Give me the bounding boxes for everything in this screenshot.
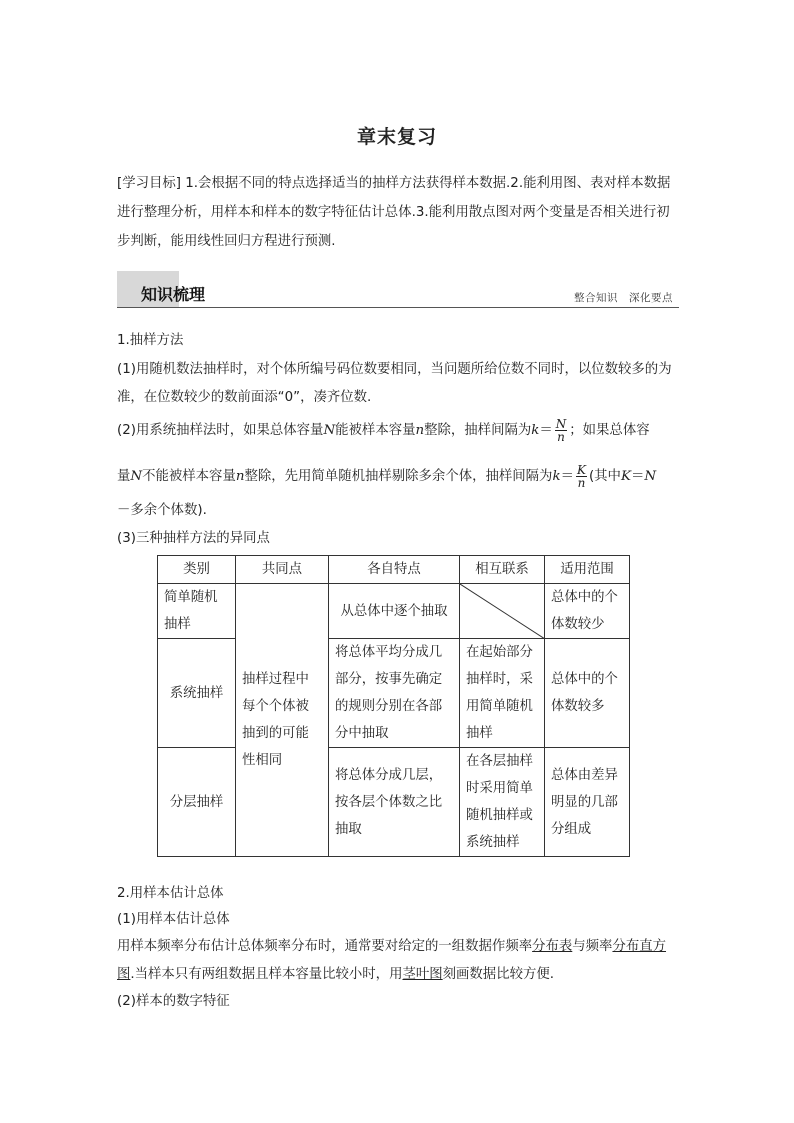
heading-estimate: 2.用样本估计总体 bbox=[117, 886, 224, 901]
table-cell-common: 抽样过程中每个个体被抽到的可能性相同 bbox=[236, 584, 329, 857]
table-cell-type: 系统抽样 bbox=[158, 639, 236, 748]
objectives-text: 1.会根据不同的特点选择适当的抽样方法获得样本数据.2.能利用图、表对样本数据进行整理分析，用样本和样本的数字特征估计总体.3.能利用散点图对两个变量是否相关进行初步判断，能用线性回归方程进行预测. bbox=[117, 176, 671, 249]
para-frequency: 用样本频率分布估计总体频率分布时，通常要对给定的一组数据作频率分布表与频率分布直方图.当样本只有两组数据且样本容量比较小时，用茎叶图刻画数据比较方便. bbox=[117, 939, 667, 982]
table-header: 各自特点 bbox=[329, 556, 460, 584]
table-cell-diagonal bbox=[460, 584, 545, 639]
table-cell-feature: 从总体中逐个抽取 bbox=[329, 584, 460, 639]
table-cell-scope: 总体中的个体数较少 bbox=[545, 584, 630, 639]
section-subtitle: 整合知识 深化要点 bbox=[574, 292, 673, 304]
sampling-comparison-table bbox=[157, 555, 630, 857]
para-systematic: (2)用系统抽样法时，如果总体容量N能被样本容量n整除，抽样间隔为k＝ $\frac{N}{n}$ ；如果总体容 bbox=[117, 416, 650, 444]
table-header-row bbox=[158, 556, 630, 584]
table-header: 适用范围 bbox=[545, 556, 630, 584]
table-cell-scope: 总体中的个体数较多 bbox=[545, 639, 630, 748]
var-n: n bbox=[415, 423, 425, 438]
table-cell-type: 分层抽样 bbox=[158, 748, 236, 857]
para-systematic-cont: 量N不能被样本容量n整除，先用简单随机抽样剔除多余个体，抽样间隔为k＝ $\frac{K}{n}$ (其中K＝N bbox=[117, 462, 657, 490]
subheading-numeric-features: (2)样本的数字特征 bbox=[117, 994, 230, 1009]
section-divider bbox=[117, 307, 679, 308]
table-cell-feature: 将总体平均分成几部分，按事先确定的规则分别在各部分中抽取 bbox=[329, 639, 460, 748]
underline-histogram: 分布直方图 bbox=[117, 939, 667, 982]
table-header: 共同点 bbox=[236, 556, 329, 584]
table-row bbox=[158, 639, 630, 748]
para-systematic-end: －多余个体数). bbox=[117, 503, 207, 518]
para-comparison-heading: (3)三种抽样方法的异同点 bbox=[117, 531, 270, 546]
table-cell-relation: 在各层抽样时采用简单随机抽样或系统抽样 bbox=[460, 748, 545, 857]
underline-frequency-table: 分布表 bbox=[532, 939, 573, 954]
learning-objectives bbox=[117, 169, 681, 256]
table-header: 类别 bbox=[158, 556, 236, 584]
diagonal-line bbox=[460, 584, 545, 639]
table-cell-scope: 总体由差异明显的几部分组成 bbox=[545, 748, 630, 857]
table-cell-type: 简单随机抽样 bbox=[158, 584, 236, 639]
fraction-N-over-n: $\frac{N}{n}$ bbox=[555, 416, 567, 444]
objectives-tag: [学习目标] bbox=[117, 176, 182, 191]
section-header bbox=[117, 271, 679, 309]
table-row bbox=[158, 748, 630, 857]
section-title: 知识梳理 bbox=[141, 285, 206, 304]
fraction-K-over-n: $\frac{K}{n}$ bbox=[576, 462, 586, 490]
var-N: N bbox=[323, 423, 336, 438]
table-header: 相互联系 bbox=[460, 556, 545, 584]
underline-stem-leaf: 茎叶图 bbox=[402, 967, 443, 982]
table-cell-feature: 将总体分成几层，按各层个体数之比抽取 bbox=[329, 748, 460, 857]
page-title: 章末复习 bbox=[356, 126, 437, 148]
heading-sampling-methods: 1.抽样方法 bbox=[117, 333, 184, 348]
subheading-estimate: (1)用样本估计总体 bbox=[117, 912, 230, 927]
table-cell-relation: 在起始部分抽样时，采用简单随机抽样 bbox=[460, 639, 545, 748]
para-random-number: (1)用随机数法抽样时，对个体所编号码位数要相同，当问题所给位数不同时，以位数较多的为准，在位数较少的数前面添“0”，凑齐位数. bbox=[117, 362, 672, 405]
table-row bbox=[158, 584, 630, 639]
